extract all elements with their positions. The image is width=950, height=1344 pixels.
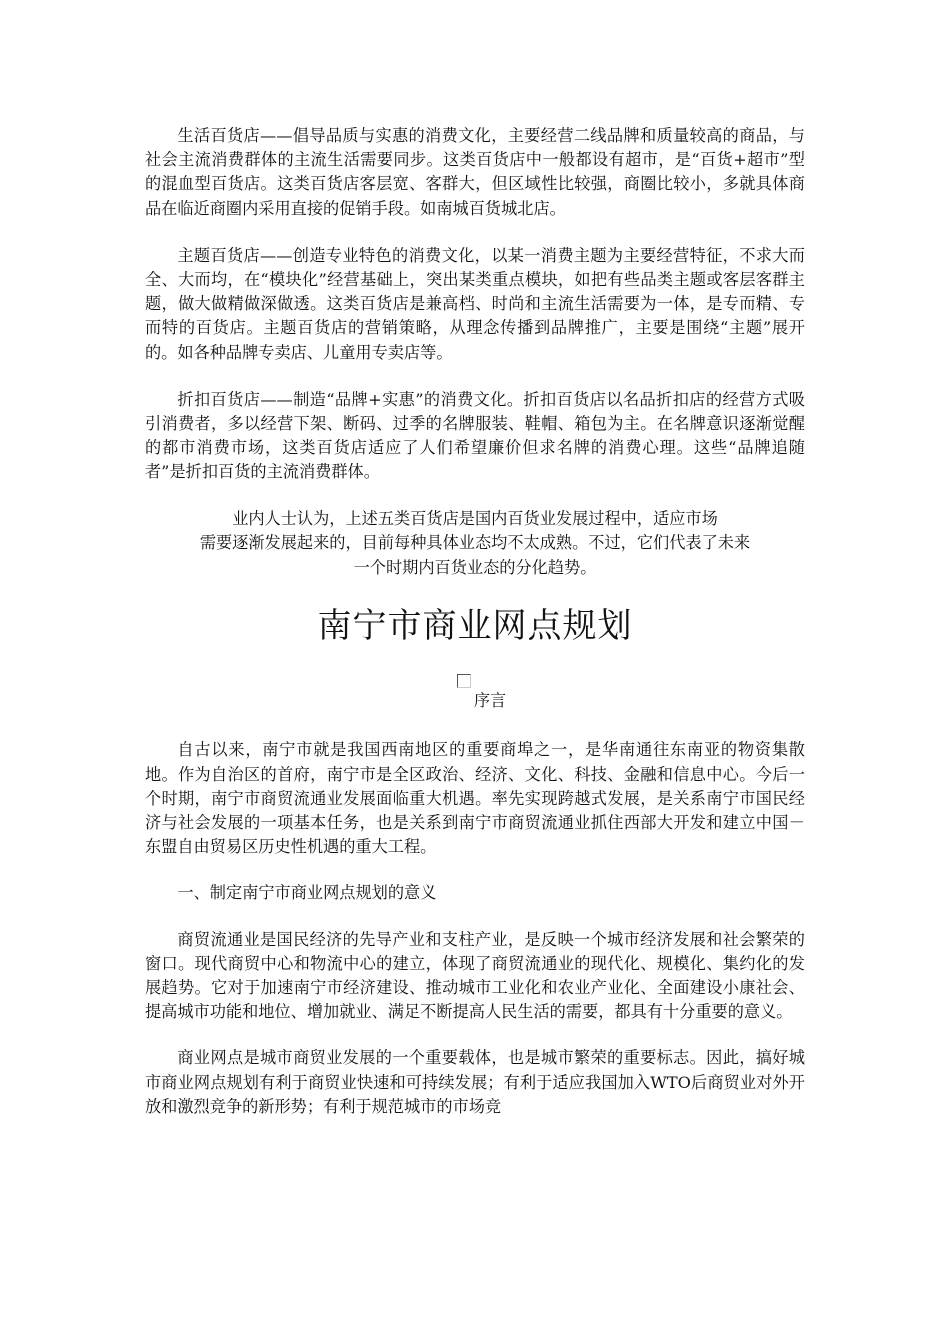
section-heading: 一、制定南宁市商业网点规划的意义: [177, 883, 437, 903]
paragraph-lifestyle-department-store: 生活百货店——倡导品质与实惠的消费文化，主要经营二线品牌和质量较高的商品，与社会主流消费群体的主流生活需要同步。这类百货店中一般都设有超市，是“百货+超市”型的混血型百货店。这类百货店客层宽、客群大，但区域性比较强，商圈比较小，多就具体商品在临近商圈内采用直接的促销手段。如南城百货城北店。: [145, 126, 805, 218]
broken-image-icon: [457, 674, 471, 688]
quote-line: 一个时期内百货业态的分化趋势。: [353, 557, 597, 577]
paragraph-discount-department-store: 折扣百货店——制造“品牌+实惠”的消费文化。折扣百货店以名品折扣店的经营方式吸引消费者，多以经营下架、断码、过季的名牌服装、鞋帽、箱包为主。在名牌意识逐渐觉醒的都市消费市场，这类百货店适应了人们希望廉价但求名牌的消费心理。这些“品牌追随者”是折扣百货的主流消费群体。: [145, 389, 805, 482]
quote-line: 业内人士认为，上述五类百货店是国内百货业发展过程中，适应市场: [232, 508, 718, 528]
paragraph-commerce-significance: 商贸流通业是国民经济的先导产业和支柱产业，是反映一个城市经济发展和社会繁荣的窗口。现代商贸中心和物流中心的建立，体现了商贸流通业的现代化、规模化、集约化的发展趋势。它对于加速南宁市经济建设、推动城市工业化和农业产业化、全面建设小康社会、提高城市功能和地位、增加就业、满足不断提高人民生活的需要，都具有十分重要的意义。: [145, 929, 805, 1022]
paragraph-intro: 自古以来，南宁市就是我国西南地区的重要商埠之一，是华南通往东南亚的物资集散地。作为自治区的首府，南宁市是全区政治、经济、文化、科技、金融和信息中心。今后一个时期，南宁市商贸流通业发展面临重大机遇。率先实现跨越式发展，是关系南宁市国民经济与社会发展的一项基本任务，也是关系到南宁市商贸流通业抓住西部大开发和建立中国－东盟自由贸易区历史性机遇的重大工程。: [145, 740, 805, 857]
quote-line: 需要逐渐发展起来的，目前每种具体业态均不太成熟。不过，它们代表了未来: [199, 533, 751, 553]
preface-heading: 序言: [473, 691, 507, 711]
industry-summary-quote: [145, 507, 805, 581]
document-page: [145, 124, 805, 1119]
page-title: 南宁市商业网点规划: [317, 606, 633, 647]
paragraph-theme-department-store: 主题百货店——创造专业特色的消费文化，以某一消费主题为主要经营特征，不求大而全、大而均，在“模块化”经营基础上，突出某类重点模块，如把有些品类主题或客层客群主题，做大做精做深做透。这类百货店是兼高档、时尚和主流生活需要为一体，是专而精、专而特的百货店。主题百货店的营销策略，从理念传播到品牌推广，主要是围绕“主题”展开的。如各种品牌专卖店、儿童用专卖店等。: [145, 245, 805, 362]
paragraph-commercial-network: 商业网点是城市商贸业发展的一个重要载体，也是城市繁荣的重要标志。因此，搞好城市商业网点规划有利于商贸业快速和可持续发展；有利于适应我国加入WTO后商贸业对外开放和激烈竞争的新形势；有利于规范城市的市场竞: [145, 1048, 805, 1116]
